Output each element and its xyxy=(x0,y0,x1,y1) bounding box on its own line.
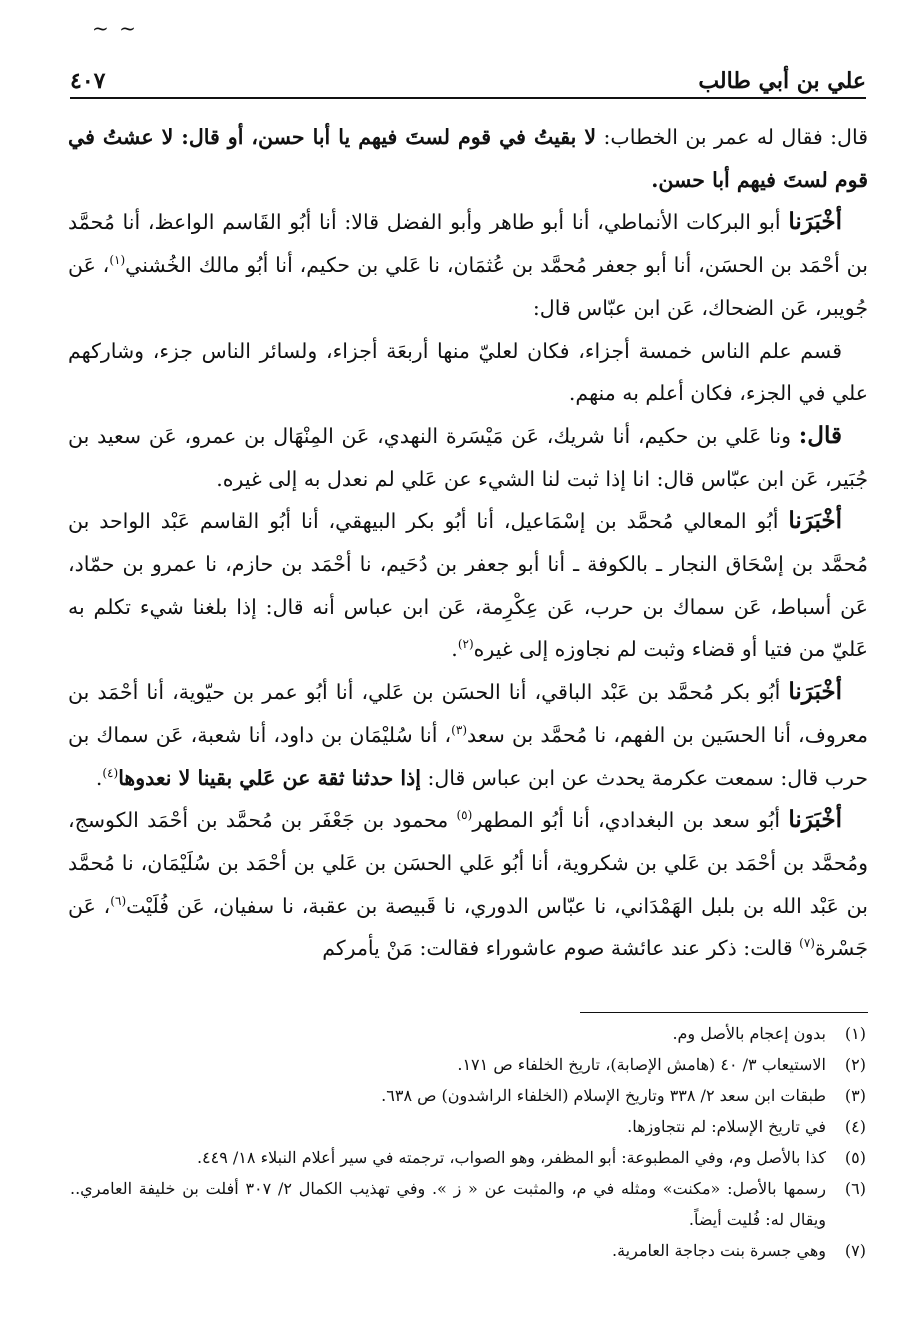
footnote-text: بدون إعجام بالأصل وم. xyxy=(672,1024,826,1043)
footnote xyxy=(70,1111,866,1142)
text-run: أبُو المعالي مُحمَّد بن إسْمَاعيل، أنا أبُو بكر البيهقي، أنا أبُو القاسم عَبْد الواحد بن مُحمَّد بن إسْحَاق النجار ـ بالكوفة ـ أنا أبو جعفر بن دُحَيم، نا أحْمَد بن حازم، نا عمرو بن حمّاد، عَن أسباط، عَن سماك بن حرب، عَن عِكْرِمة، عَن ابن عباس أنه قال: إذا بلغنا شيء تكلم به عَليّ من فتيا أو قضاء وثبت لم نجاوزه إلى غيره xyxy=(68,509,868,662)
paragraph xyxy=(68,799,868,970)
header-title: علي بن أبي طالب xyxy=(698,68,866,94)
footnote xyxy=(70,1142,866,1173)
footnote-text: رسمها بالأصل: «مكنت» ومثله في م، والمثبت عن « ز ». وفي تهذيب الكمال ٢/ ٣٠٧ أفلت بن خليفة العامري.. ويقال له: فُليت أيضاً. xyxy=(70,1179,826,1229)
footnote-ref: (٧) xyxy=(799,936,815,951)
footnote-text: في تاريخ الإسلام: لم نتجاوزها. xyxy=(627,1117,826,1136)
text-run: . xyxy=(95,765,103,790)
text-run: ، أنا سُليْمَان بن داود، أنا شعبة، عَن سماك بن حرب قال: سمعت عكرمة يحدث عن ابن عباس قال: xyxy=(68,722,868,790)
text-run: قال: فقال له عمر بن الخطاب: xyxy=(596,125,868,149)
text-run: قسم علم الناس خمسة أجزاء، فكان لعليّ منها أربعَة أجزاء، ولسائر الناس جزء، وشاركهم علي في الجزء، فكان أعلم به منهم. xyxy=(68,338,868,406)
footnote-text: الاستيعاب ٣/ ٤٠ (هامش الإصابة)، تاريخ الخلفاء ص ١٧١. xyxy=(457,1055,826,1074)
text-run: ، عَن جَسْرة xyxy=(68,893,868,961)
footnote-text: طبقات ابن سعد ٢/ ٣٣٨ وتاريخ الإسلام (الخلفاء الراشدون) ص ٦٣٨. xyxy=(381,1086,826,1105)
keyword: أخْبَرَنا xyxy=(788,678,842,706)
footnote xyxy=(70,1080,866,1111)
footnote-number: (٧) xyxy=(844,1241,866,1260)
footnotes xyxy=(70,1018,866,1266)
paragraph xyxy=(68,500,868,671)
text-run: محمود بن جَعْفَر بن مُحمَّد بن أحْمَد الكوسج، ومُحمَّد بن أحْمَد بن عَلي بن شكروية، أنا أبُو عَلي الحسَن بن عَلي بن أحْمَد بن سُلَيْمَان، نا مُحمَّد بن عَبْد الله بن بلبل الهَمْدَاني، نا عبّاس الدوري، نا قَبيصة بن عقبة، نا سفيان، عَن فُلَيْت xyxy=(68,808,868,918)
keyword: أخْبَرَنا xyxy=(788,507,842,535)
paragraph xyxy=(68,201,868,329)
keyword: أخْبَرَنا xyxy=(788,208,842,236)
footnote-number: (٢) xyxy=(844,1055,866,1074)
footnote-number: (٣) xyxy=(844,1086,866,1105)
keyword: أخْبَرَنا xyxy=(788,806,842,834)
footnote-ref: (١) xyxy=(109,253,126,268)
main-text xyxy=(68,116,868,970)
footnote-number: (٦) xyxy=(844,1179,866,1198)
keyword: قال: xyxy=(798,421,842,449)
page-number: ٤٠٧ xyxy=(70,68,106,94)
footnote-ref: (٣) xyxy=(451,723,467,738)
text-run: ونا عَلي بن حكيم، أنا شريك، عَن مَيْسَرة النهدي، عَن المِنْهَال بن عمرو، عَن سعيد بن جُبَير، عَن ابن عبّاس قال: انا إذا ثبت لنا الشيء عن عَلي لم نعدل به إلى غيره. xyxy=(68,423,868,491)
paragraph xyxy=(68,330,868,415)
footnote xyxy=(70,1235,866,1266)
paragraph xyxy=(68,415,868,500)
header-rule xyxy=(70,97,866,99)
footnote-rule xyxy=(580,1012,868,1013)
footnote-ref: (٢) xyxy=(457,637,474,652)
text-run: أبُو بكر مُحمَّد بن عَبْد الباقي، أنا الحسَن بن عَلي، أنا أبُو عمر بن حيّوية، أنا أحْمَد بن معروف، أنا الحسَين بن الفهم، نا مُحمَّد بن سعد xyxy=(68,680,868,747)
footnote-ref: (٤) xyxy=(102,765,119,780)
corner-mark: ~ ~ xyxy=(92,16,138,40)
footnote-number: (١) xyxy=(844,1024,866,1043)
footnote-number: (٤) xyxy=(844,1117,866,1136)
text-run: . xyxy=(451,637,458,662)
footnote-number: (٥) xyxy=(844,1148,866,1167)
footnote-ref: (٦) xyxy=(110,893,127,908)
text-run: قالت: ذكر عند عائشة صوم عاشوراء فقالت: مَنْ يأمركم xyxy=(322,936,800,961)
footnote-text: كذا بالأصل وم، وفي المطبوعة: أبو المظفر، وهو الصواب، ترجمته في سير أعلام النبلاء ١٨/ ٤٤٩. xyxy=(196,1148,826,1167)
footnote xyxy=(70,1049,866,1080)
paragraph xyxy=(68,671,868,799)
emphasized-text: لا بقيتُ في قوم لستَ فيهم يا أبا حسن، أو قال: لا عشتُ في قوم لستَ فيهم أبا حسن. xyxy=(68,125,868,192)
running-header xyxy=(70,58,866,94)
footnote xyxy=(70,1018,866,1049)
text-run: ، عَن جُويبر، عَن الضحاك، عَن ابن عبّاس قال: xyxy=(68,253,868,320)
footnote-ref: (٥) xyxy=(456,808,473,823)
text-run: أبُو سعد بن البغدادي، أنا أبُو المطهر xyxy=(472,808,789,833)
emphasized-text: إذا حدثنا ثقة عن عَلي بقينا لا نعدوها xyxy=(118,765,421,790)
footnote xyxy=(70,1173,866,1235)
footnote-text: وهي جسرة بنت دجاجة العامرية. xyxy=(612,1241,826,1260)
text-run: أبو البركات الأنماطي، أنا أبو طاهر وأبو الفضل قالا: أنا أبُو القَاسم الواعظ، أنا مُحمَّد بن أحْمَد بن الحسَن، أنا أبو جعفر مُحمَّد بن عُثمَان، نا عَلي بن حكيم، أنا أبُو مالك الخُشني xyxy=(68,210,868,278)
paragraph xyxy=(68,116,868,201)
